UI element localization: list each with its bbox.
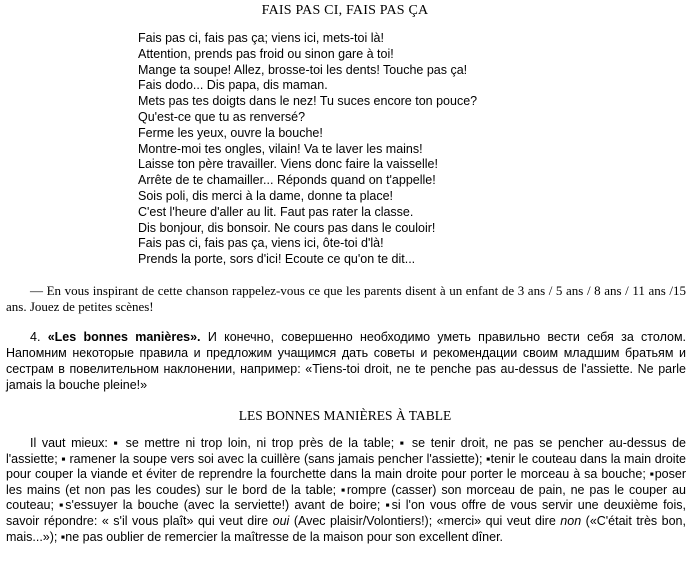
section-heading: «Les bonnes manières».	[47, 330, 201, 344]
section-text: И конечно, совершенно необходимо уметь правильно вести себя за столом. Напомним некоторые правила и предложим учащимся дать советы и рекомендации своим младшим братьям и сестрам в повелительном наклонении, например: «Tiens-toi droit, ne te penche pas au-dessus de l'assiette. Ne parle jamais la bouche pleine!»	[6, 330, 687, 392]
rules-non: non	[560, 513, 582, 528]
song-title: FAIS PAS CI, FAIS PAS ÇA	[261, 3, 429, 18]
song-line: Fais pas ci, fais pas ça; viens ici, mets-toi là!	[138, 31, 384, 45]
rules-text-part2: (Avec plaisir/Volontiers!); «merci» qui veut dire	[289, 513, 561, 528]
rules-oui: oui	[272, 513, 290, 528]
song-line: Prends la porte, sors d'ici! Ecoute ce qu'on te dit...	[138, 252, 416, 267]
table-manners-title: LES BONNES MANIÈRES À TABLE	[238, 408, 452, 423]
song-line: Fais dodo... Dis papa, dis maman.	[138, 78, 328, 93]
song-line: Fais pas ci, fais pas ça, viens ici, ôte-toi d'là!	[138, 236, 384, 251]
song-line: Mets pas tes doigts dans le nez! Tu suces encore ton pouce?	[138, 94, 478, 109]
section-4-paragraph	[6, 329, 686, 393]
song-line: Attention, prends pas froid ou sinon gare à toi!	[138, 46, 394, 61]
song-line: Mange ta soupe! Allez, brosse-toi les dents! Touche pas ça!	[138, 62, 468, 77]
song-lyrics	[138, 31, 477, 268]
song-line: Laisse ton père travailler. Viens donc faire la vaisselle!	[138, 157, 438, 172]
song-line: Montre-moi tes ongles, vilain! Va te laver les mains!	[138, 141, 423, 156]
task-instruction: — En vous inspirant de cette chanson rappelez-vous ce que les parents disent à un enfant de 3 ans / 5 ans / 8 ans / 11 ans /15 ans. Jouez de petites scènes!	[6, 283, 686, 314]
rules-text-part3: («C'était très bon, mais...»); ▪ne pas oublier de remercier la maîtresse de la maison pour son excellent dîner.	[6, 513, 686, 544]
song-line: C'est l'heure d'aller au lit. Faut pas rater la classe.	[138, 204, 414, 219]
song-line: Dis bonjour, dis bonsoir. Ne cours pas dans le couloir!	[138, 220, 436, 235]
song-line: Qu'est-ce que tu as renversé?	[138, 109, 306, 124]
song-line: Ferme les yeux, ouvre la bouche!	[138, 125, 323, 140]
song-line: Sois poli, dis merci à la dame, donne ta place!	[138, 188, 393, 203]
song-line: Arrête de te chamailler... Réponds quand on t'appelle!	[138, 173, 436, 188]
table-manners-rules	[6, 436, 686, 545]
rules-text-part1: Il vaut mieux: ▪ se mettre ni trop loin, ni trop près de la table; ▪ se tenir droit, ne pas se pencher au-dessus de l'assiette; ▪ ramener la soupe vers soi avec la cuillère (sans jamais pencher l'assiette); ▪tenir le couteau dans la main droite pour couper la viande et éviter de reprendre la fourchette dans la main droite pour porter le morceau à sa bouche; ▪poser les mains (et non pas les coudes) sur le bord de la table; ▪rompre (casser) son morceau de pain, ne pas le couper au couteau; ▪s'essuyer la bouche (avec la serviette!) avant de boire; ▪si l'on vous offre de vous servir une deuxième fois, savoir répondre: « s'il vous plaît» qui veut dire	[6, 436, 686, 528]
section-number: 4.	[30, 330, 48, 344]
